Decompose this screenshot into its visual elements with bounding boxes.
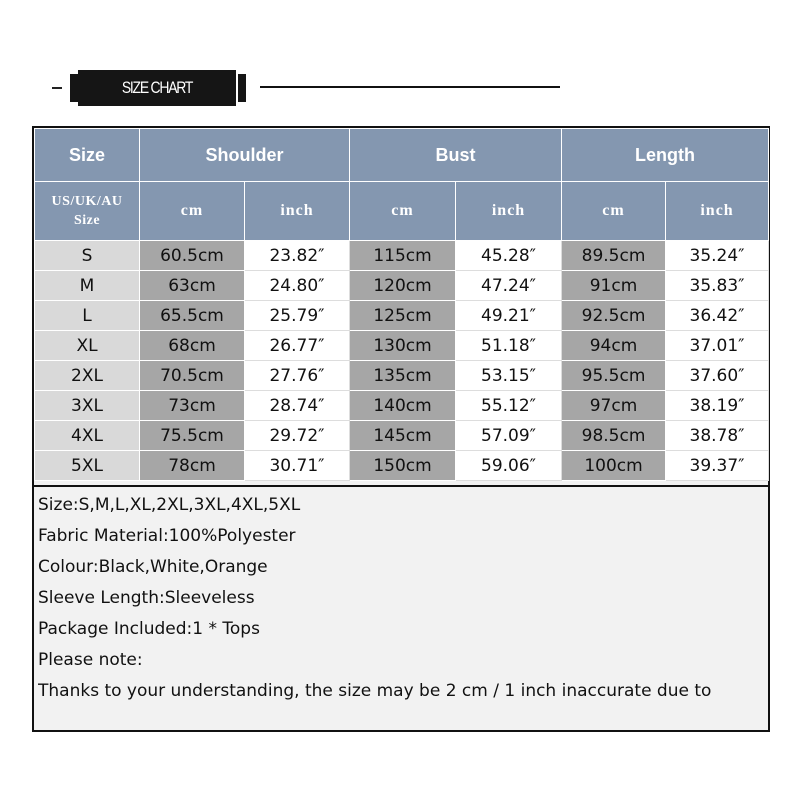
cell-length-cm: 89.5cm [562,241,666,271]
header-size: Size [35,129,140,182]
cell-size: 2XL [35,361,140,391]
unit-length-inch: inch [666,182,769,241]
table-row [35,271,769,301]
cell-size: XL [35,331,140,361]
cell-length-inch: 37.60″ [666,361,769,391]
note-line: Colour:Black,White,Orange [38,557,268,577]
cell-shoulder-cm: 70.5cm [140,361,245,391]
cell-shoulder-cm: 73cm [140,391,245,421]
banner-title: SIZE CHART [121,78,193,97]
note-line: Size:S,M,L,XL,2XL,3XL,4XL,5XL [38,495,301,515]
cell-shoulder-inch: 24.80″ [245,271,350,301]
cell-shoulder-cm: 78cm [140,451,245,481]
cell-length-inch: 35.83″ [666,271,769,301]
cell-bust-inch: 57.09″ [456,421,562,451]
cell-bust-cm: 125cm [350,301,456,331]
cell-bust-inch: 53.15″ [456,361,562,391]
cell-bust-inch: 49.21″ [456,301,562,331]
unit-bust-inch: inch [456,182,562,241]
cell-length-cm: 92.5cm [562,301,666,331]
table-row [35,331,769,361]
cell-bust-inch: 45.28″ [456,241,562,271]
cell-shoulder-inch: 26.77″ [245,331,350,361]
cell-bust-inch: 51.18″ [456,331,562,361]
table-row [35,361,769,391]
table-divider [34,485,768,487]
cell-length-cm: 97cm [562,391,666,421]
cell-shoulder-inch: 23.82″ [245,241,350,271]
unit-bust-cm: cm [350,182,456,241]
cell-bust-cm: 115cm [350,241,456,271]
banner-right-tab [238,74,246,102]
size-chart-banner [70,70,246,106]
cell-bust-cm: 150cm [350,451,456,481]
header-shoulder: Shoulder [140,129,350,182]
header-bust: Bust [350,129,562,182]
size-chart-panel [32,126,770,732]
table-row [35,391,769,421]
note-line: Thanks to your understanding, the size may be 2 cm / 1 inch inaccurate due to [38,681,712,701]
note-line: Fabric Material:100%Polyester [38,526,296,546]
cell-length-inch: 37.01″ [666,331,769,361]
cell-shoulder-cm: 65.5cm [140,301,245,331]
cell-shoulder-inch: 27.76″ [245,361,350,391]
cell-shoulder-cm: 60.5cm [140,241,245,271]
note-line: Please note: [38,650,143,670]
header-row-measures [35,129,769,182]
cell-length-inch: 38.19″ [666,391,769,421]
unit-length-cm: cm [562,182,666,241]
cell-size: 5XL [35,451,140,481]
region-label-line1: US/UK/AU [51,194,123,209]
banner-dash [52,87,62,89]
cell-bust-cm: 135cm [350,361,456,391]
cell-length-cm: 98.5cm [562,421,666,451]
cell-shoulder-cm: 63cm [140,271,245,301]
cell-size: 4XL [35,421,140,451]
table-row [35,301,769,331]
note-line: Package Included:1 * Tops [38,619,260,639]
cell-bust-cm: 140cm [350,391,456,421]
unit-shoulder-cm: cm [140,182,245,241]
cell-length-inch: 39.37″ [666,451,769,481]
cell-length-inch: 35.24″ [666,241,769,271]
header-row-units [35,182,769,241]
cell-shoulder-inch: 28.74″ [245,391,350,421]
banner-rule [260,86,560,88]
cell-bust-inch: 47.24″ [456,271,562,301]
header-length: Length [562,129,769,182]
cell-shoulder-inch: 30.71″ [245,451,350,481]
cell-size: M [35,271,140,301]
table-row [35,421,769,451]
cell-length-inch: 36.42″ [666,301,769,331]
region-label-line2: Size [73,213,101,228]
table-body [35,241,769,481]
cell-size: S [35,241,140,271]
cell-length-cm: 95.5cm [562,361,666,391]
cell-size: L [35,301,140,331]
cell-shoulder-inch: 25.79″ [245,301,350,331]
cell-length-inch: 38.78″ [666,421,769,451]
cell-size: 3XL [35,391,140,421]
cell-shoulder-cm: 68cm [140,331,245,361]
cell-bust-cm: 145cm [350,421,456,451]
banner-left-tab [70,74,78,102]
cell-shoulder-inch: 29.72″ [245,421,350,451]
cell-bust-cm: 120cm [350,271,456,301]
header-region-size [35,182,140,241]
table-row [35,241,769,271]
size-table [34,128,769,481]
note-line: Sleeve Length:Sleeveless [38,588,255,608]
cell-length-cm: 94cm [562,331,666,361]
cell-length-cm: 91cm [562,271,666,301]
cell-bust-inch: 55.12″ [456,391,562,421]
cell-bust-inch: 59.06″ [456,451,562,481]
cell-shoulder-cm: 75.5cm [140,421,245,451]
unit-shoulder-inch: inch [245,182,350,241]
cell-length-cm: 100cm [562,451,666,481]
cell-bust-cm: 130cm [350,331,456,361]
product-notes [38,490,764,707]
table-row [35,451,769,481]
